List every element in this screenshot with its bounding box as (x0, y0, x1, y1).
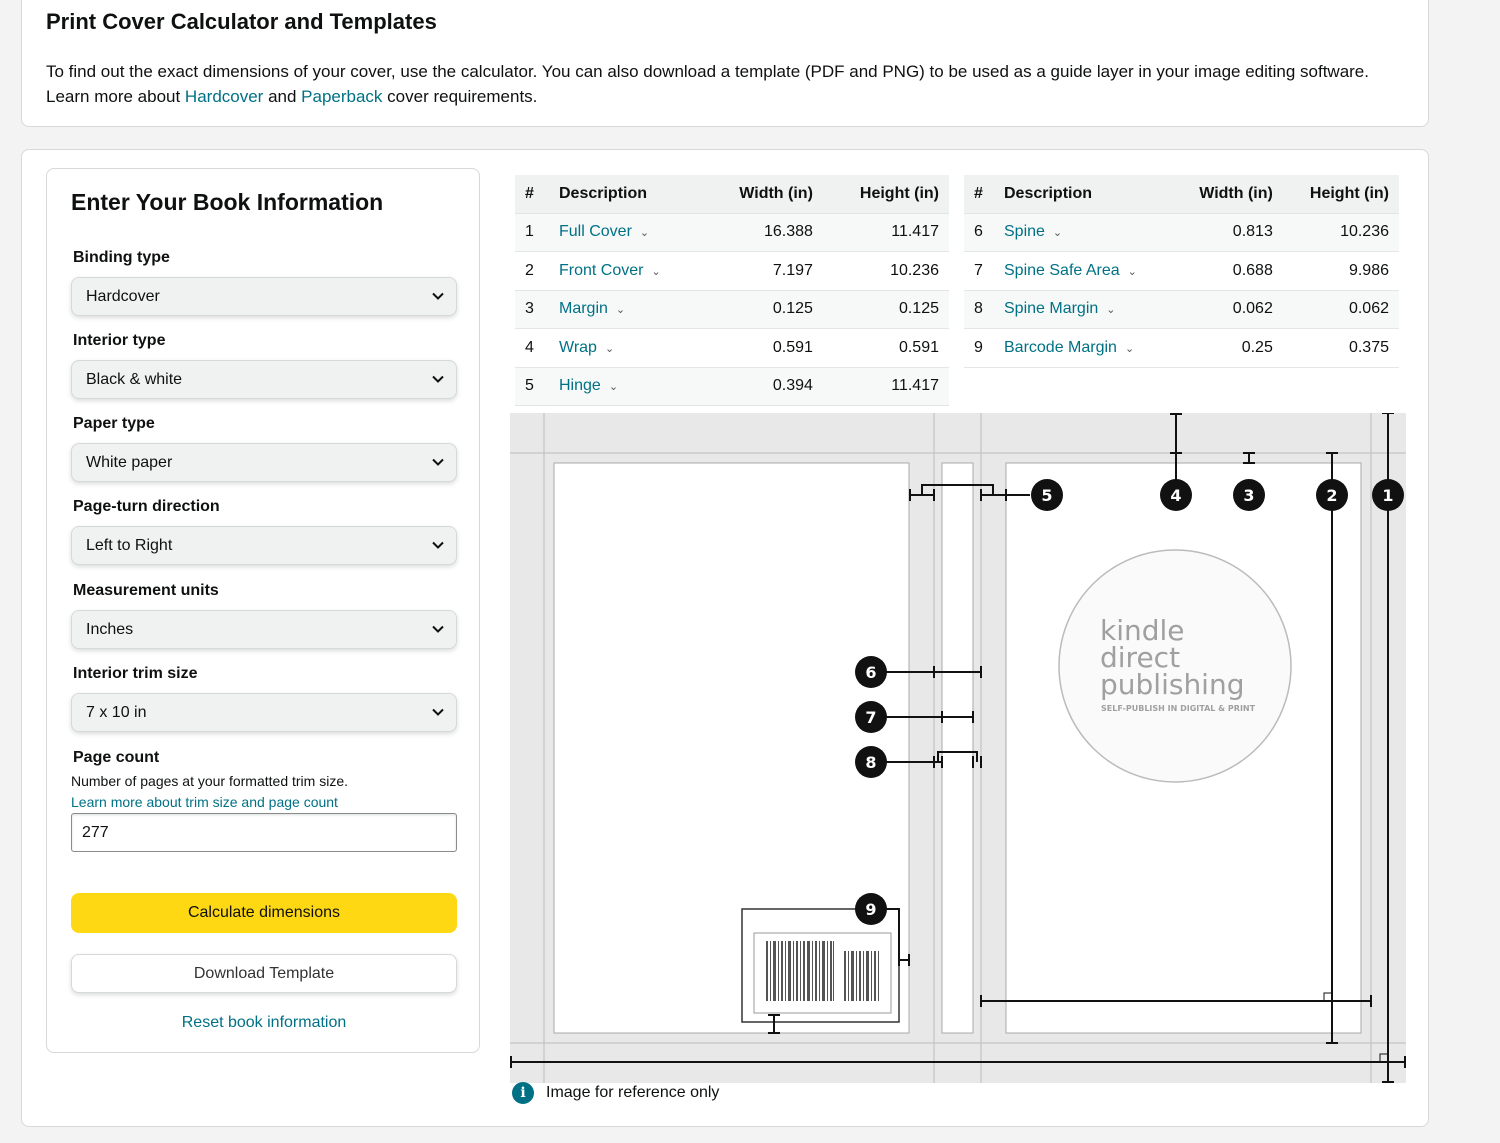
chevron-down-icon (430, 621, 446, 637)
dimensions-table-right (964, 175, 1399, 368)
intro-card (21, 0, 1429, 127)
table-row: 9 Barcode Margin ⌄ 0.25 0.375 (964, 329, 1399, 368)
svg-text:SELF-PUBLISH IN DIGITAL & PRIN: SELF-PUBLISH IN DIGITAL & PRINT (1101, 704, 1256, 713)
kdp-logo (1059, 550, 1291, 782)
info-icon: i (512, 1082, 534, 1104)
svg-text:kindle: kindle (1100, 614, 1185, 647)
desc-margin[interactable]: Margin ⌄ (549, 290, 704, 329)
marker-3 (1233, 479, 1265, 511)
svg-text:2: 2 (1326, 486, 1338, 505)
chevron-down-icon (430, 537, 446, 553)
table-row: 8 Spine Margin ⌄ 0.062 0.062 (964, 290, 1399, 329)
binding-type-label: Binding type (73, 249, 170, 266)
page-turn-label: Page-turn direction (73, 498, 220, 515)
col-num: # (964, 175, 994, 213)
table-row: 2 Front Cover ⌄ 7.197 10.236 (515, 252, 949, 291)
col-description: Description (994, 175, 1173, 213)
desc-spine[interactable]: Spine ⌄ (994, 213, 1173, 252)
col-height: Height (in) (823, 175, 949, 213)
page-count-help: Number of pages at your formatted trim size. (71, 773, 348, 789)
page-turn-select[interactable]: Left to Right (71, 526, 457, 565)
chevron-down-icon (430, 704, 446, 720)
chevron-down-icon (430, 288, 446, 304)
binding-type-select[interactable]: Hardcover (71, 277, 457, 316)
table-header (515, 175, 949, 213)
svg-text:4: 4 (1170, 486, 1182, 505)
col-width: Width (in) (704, 175, 823, 213)
calculate-button[interactable]: Calculate dimensions (71, 893, 457, 933)
svg-text:publishing: publishing (1100, 668, 1245, 701)
desc-full-cover[interactable]: Full Cover ⌄ (549, 213, 704, 252)
table-row: 1 Full Cover ⌄ 16.388 11.417 (515, 213, 949, 252)
form-title: Enter Your Book Information (71, 189, 384, 215)
col-description: Description (549, 175, 704, 213)
calculator-card (21, 149, 1429, 1127)
svg-text:7: 7 (865, 708, 877, 727)
svg-text:9: 9 (865, 900, 877, 919)
desc-spine-margin[interactable]: Spine Margin ⌄ (994, 290, 1173, 329)
svg-text:direct: direct (1100, 641, 1181, 674)
chevron-down-icon: ⌄ (639, 227, 650, 240)
desc-wrap[interactable]: Wrap ⌄ (549, 329, 704, 368)
chevron-down-icon: ⌄ (1106, 304, 1116, 317)
svg-text:1: 1 (1382, 486, 1394, 505)
units-label: Measurement units (73, 582, 219, 599)
marker-7 (855, 701, 887, 733)
interior-type-label: Interior type (73, 332, 166, 349)
chevron-down-icon: ⌄ (1124, 342, 1135, 355)
cover-diagram (510, 413, 1406, 1083)
paperback-link[interactable]: Paperback (301, 87, 383, 106)
reset-link[interactable]: Reset book information (181, 1014, 347, 1031)
intro-text: To find out the exact dimensions of your cover, use the calculator. You can also download a template (PDF and PNG) to be used as a guide layer in your image editing software. Learn more about Hardcover and Paperback cover requirements. (46, 62, 1369, 106)
marker-1 (1372, 479, 1404, 511)
page-count-input[interactable]: 277 (71, 813, 457, 852)
desc-barcode-margin[interactable]: Barcode Margin ⌄ (994, 329, 1173, 368)
trim-size-label: Interior trim size (73, 665, 198, 682)
table-row: 7 Spine Safe Area ⌄ 0.688 9.986 (964, 252, 1399, 291)
marker-2 (1316, 479, 1348, 511)
dimensions-table-left (515, 175, 949, 406)
svg-text:8: 8 (865, 753, 877, 772)
marker-4 (1160, 479, 1192, 511)
table-row: 6 Spine ⌄ 0.813 10.236 (964, 213, 1399, 252)
hardcover-link[interactable]: Hardcover (184, 87, 264, 106)
page-count-label: Page count (73, 749, 160, 766)
chevron-down-icon: ⌄ (615, 304, 626, 317)
chevron-down-icon: ⌄ (608, 381, 619, 394)
chevron-down-icon (430, 454, 446, 470)
chevron-down-icon: ⌄ (1127, 265, 1137, 278)
interior-type-select[interactable]: Black & white (71, 360, 457, 399)
table-row: 3 Margin ⌄ 0.125 0.125 (515, 290, 949, 329)
marker-8 (855, 746, 887, 778)
paper-type-label: Paper type (73, 415, 155, 432)
table-header (964, 175, 1399, 213)
units-select[interactable]: Inches (71, 610, 457, 649)
marker-9 (855, 893, 887, 925)
reference-note: i Image for reference only (512, 1082, 719, 1104)
chevron-down-icon: ⌄ (604, 342, 615, 355)
chevron-down-icon: ⌄ (1052, 227, 1063, 240)
svg-text:6: 6 (865, 663, 877, 682)
desc-hinge[interactable]: Hinge ⌄ (549, 367, 704, 406)
marker-6 (855, 656, 887, 688)
trim-size-help-link[interactable]: Learn more about trim size and page count (71, 794, 338, 810)
col-num: # (515, 175, 549, 213)
col-width: Width (in) (1173, 175, 1283, 213)
col-height: Height (in) (1283, 175, 1399, 213)
table-row: 5 Hinge ⌄ 0.394 11.417 (515, 367, 949, 406)
trim-size-select[interactable]: 7 x 10 in (71, 693, 457, 732)
table-row: 4 Wrap ⌄ 0.591 0.591 (515, 329, 949, 368)
chevron-down-icon: ⌄ (651, 265, 661, 278)
page-title: Print Cover Calculator and Templates (46, 9, 437, 34)
svg-text:5: 5 (1041, 486, 1053, 505)
paper-type-select[interactable]: White paper (71, 443, 457, 482)
marker-5 (1031, 479, 1063, 511)
download-template-button[interactable]: Download Template (71, 954, 457, 993)
desc-front-cover[interactable]: Front Cover ⌄ (549, 252, 704, 291)
chevron-down-icon (430, 371, 446, 387)
book-info-form (46, 168, 480, 1053)
desc-spine-safe-area[interactable]: Spine Safe Area ⌄ (994, 252, 1173, 291)
svg-text:3: 3 (1243, 486, 1255, 505)
